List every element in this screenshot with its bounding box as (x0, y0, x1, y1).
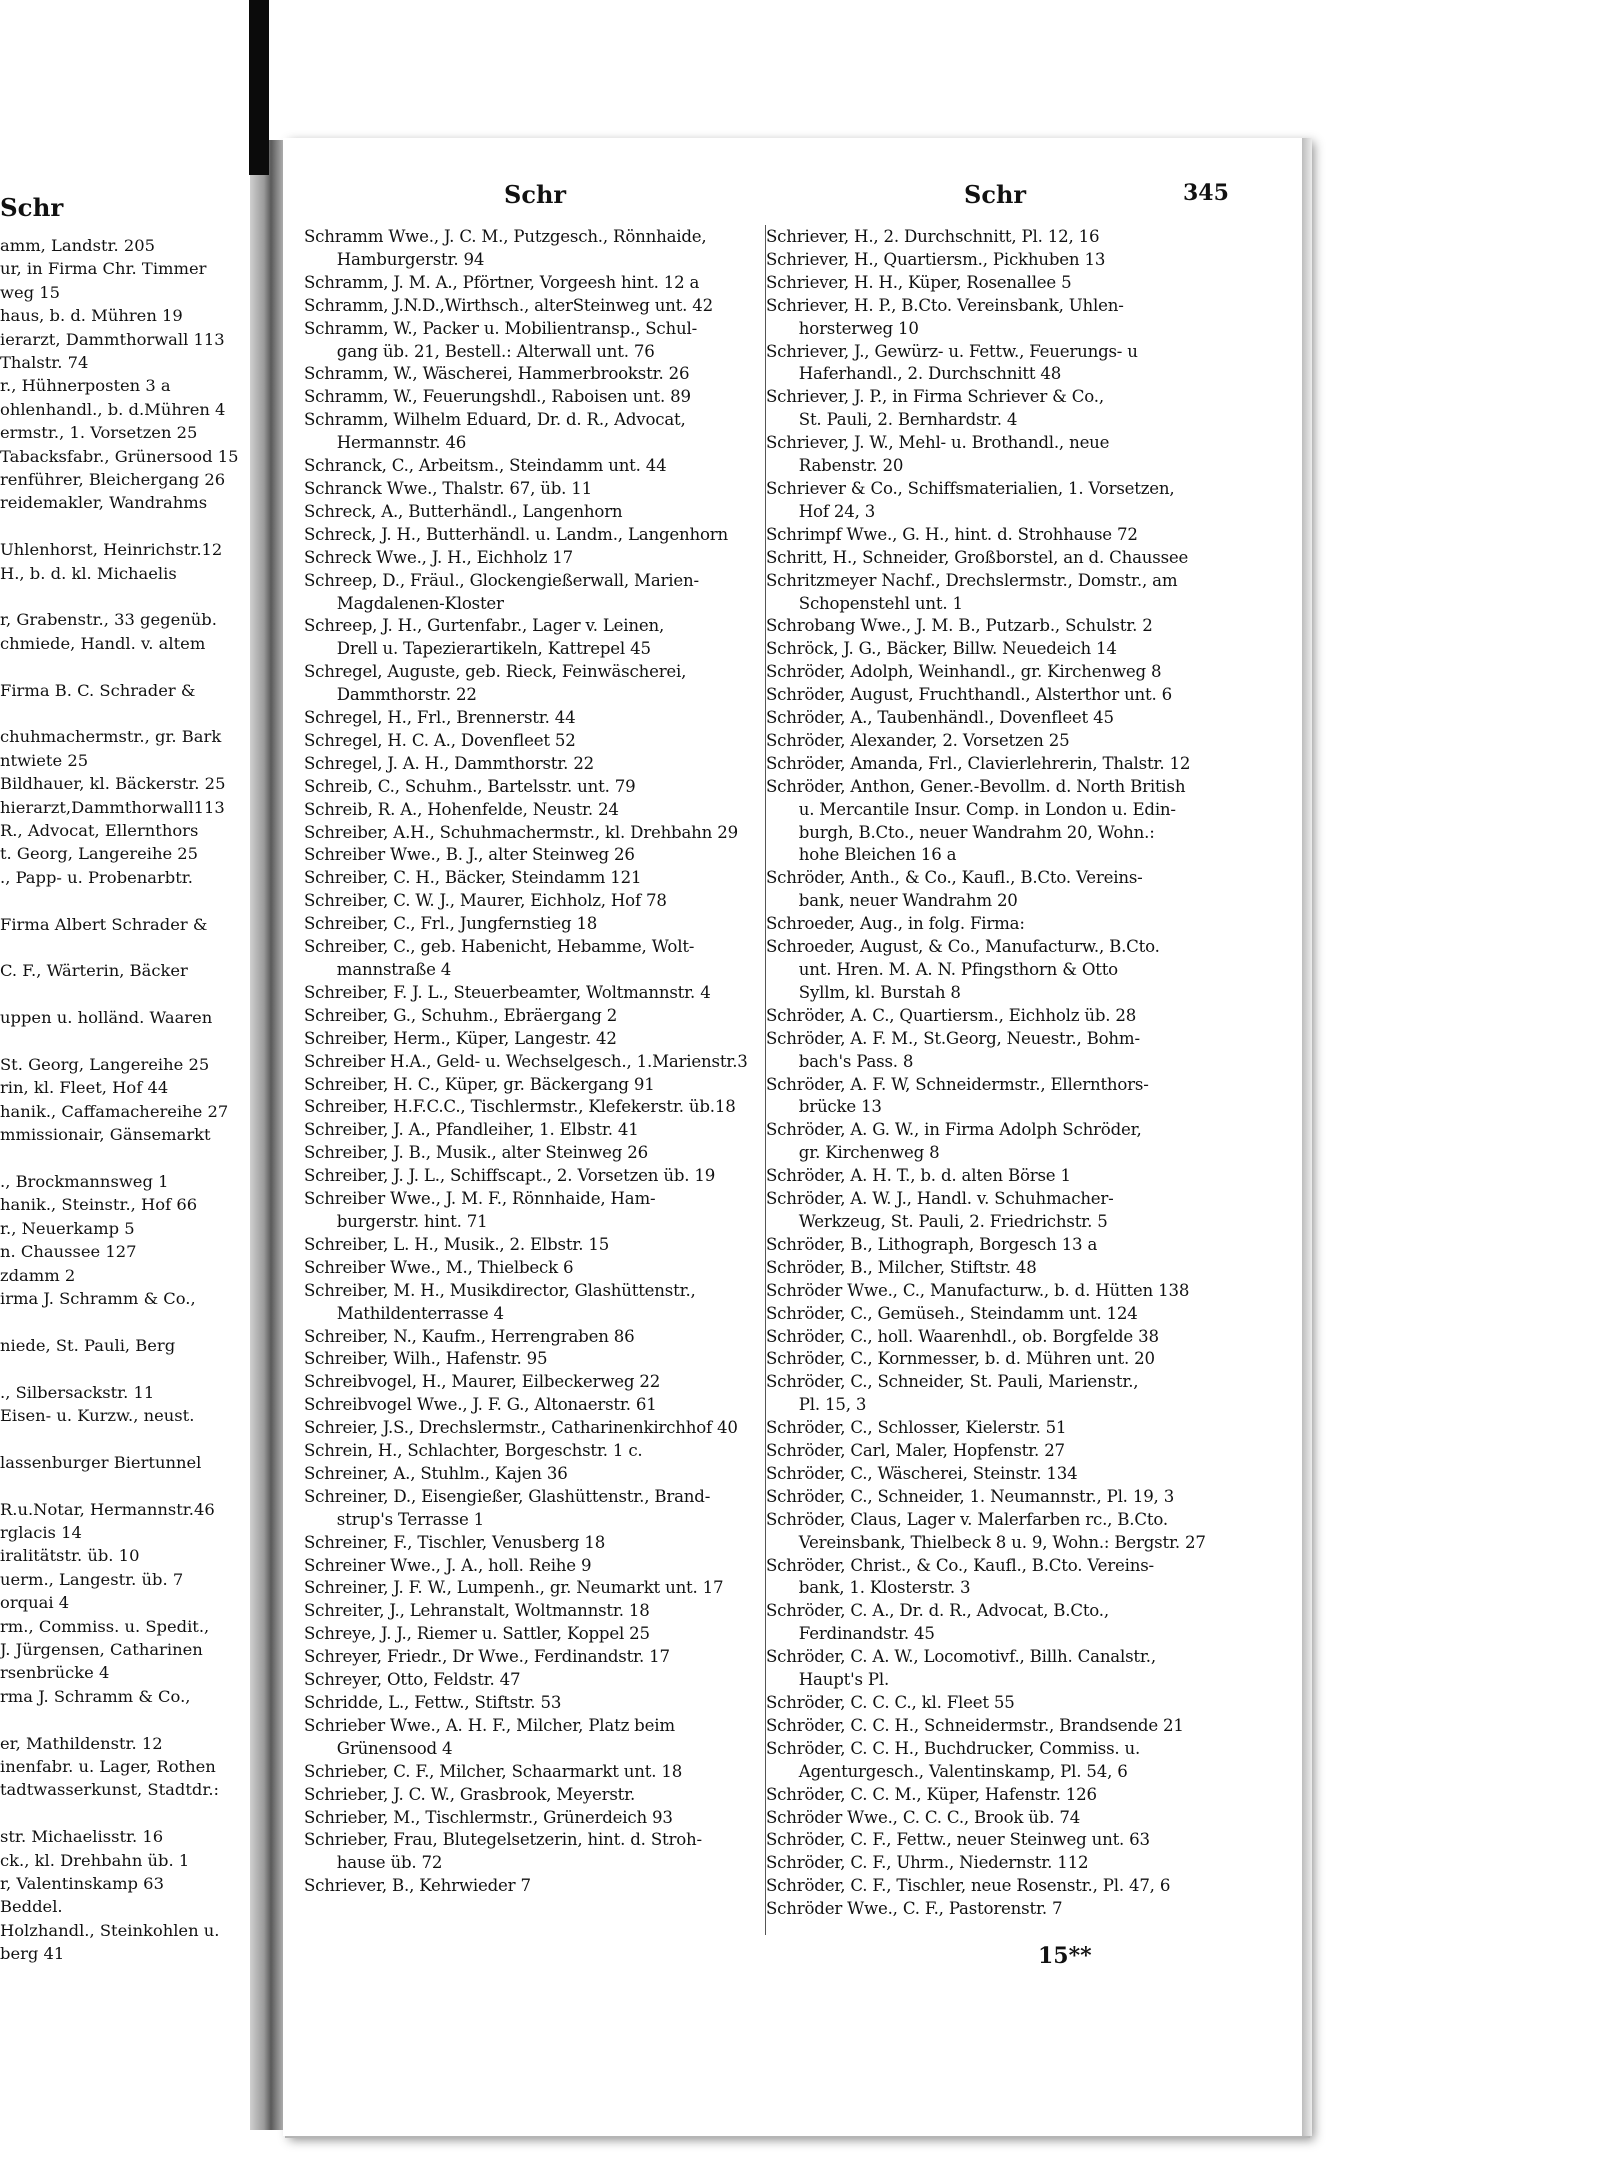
directory-entry-line: unt. Hren. M. A. N. Pfingsthorn & Otto (766, 960, 1118, 979)
directory-entry-line: Schreep, J. H., Gurtenfabr., Lager v. Leinen, (304, 616, 665, 636)
directory-entry-line: Schreiter, J., Lehranstalt, Woltmannstr. 18 (304, 1601, 650, 1621)
directory-entry-line: Schreiber, Herm., Küper, Langestr. 42 (304, 1028, 617, 1048)
directory-entry-line: Schranck, C., Arbeitsm., Steindamm unt. 44 (304, 456, 667, 476)
left-page-line: renführer, Bleichergang 26 (0, 470, 226, 489)
left-page-line: rsenbrücke 4 (0, 1663, 110, 1683)
directory-entry-line: Schreier, J.S., Drechslermstr., Catharinenkirchhof 40 (304, 1418, 738, 1438)
left-page-line: irma J. Schramm & Co., (0, 1289, 196, 1308)
left-page-line: ., Papp- u. Probenarbtr. (0, 867, 193, 887)
directory-entry-line: Schröder, C. A. W., Locomotivf., Billh. Canalstr., (766, 1647, 1156, 1667)
directory-entry-line: Syllm, kl. Burstah 8 (766, 982, 961, 1002)
left-page-line: R.u.Notar, Hermannstr.46 (0, 1499, 215, 1519)
directory-entry-line: Schritt, H., Schneider, Großborstel, an d. Chaussee (766, 547, 1189, 567)
directory-entry-line: St. Pauli, 2. Bernhardstr. 4 (766, 410, 1018, 430)
left-page-heading: Schr (0, 193, 64, 222)
left-page-line: niede, St. Pauli, Berg (0, 1335, 176, 1355)
left-page-line: uppen u. holländ. Waaren (0, 1008, 213, 1028)
directory-entry-line: Schrieber, J. C. W., Grasbrook, Meyerstr. (304, 1784, 636, 1804)
directory-entry-line: Schrieber, C. F., Milcher, Schaarmarkt unt. 18 (304, 1761, 683, 1781)
left-page-line: tadtwasserkunst, Stadtdr.: (0, 1780, 220, 1800)
directory-entry-line: Schröck, J. G., Bäcker, Billw. Neuedeich 14 (766, 639, 1117, 659)
directory-entry-line: Schramm, W., Wäscherei, Hammerbrookstr. 26 (304, 364, 690, 384)
left-page-line: Thalstr. 74 (0, 353, 89, 372)
directory-entry-line: hause üb. 72 (304, 1853, 443, 1873)
directory-entry-line: Schreiber, C., geb. Habenicht, Hebamme, Wolt- (304, 937, 695, 957)
directory-entry-line: Schreck, J. H., Butterhändl. u. Landm., Langenhorn (304, 524, 728, 544)
directory-entry-line: Schriever, J. P., in Firma Schriever & Co., (766, 387, 1104, 407)
running-head-left: Schr (504, 180, 567, 209)
directory-entry-line: Hamburgerstr. 94 (304, 249, 485, 269)
directory-entry-line: Schreiber, M. H., Musikdirector, Glashüttenstr., (304, 1280, 696, 1300)
left-page-line: Eisen- u. Kurzw., neust. (0, 1406, 195, 1425)
left-page-line: t. Georg, Langereihe 25 (0, 844, 199, 864)
directory-entry-line: Schriever, B., Kehrwieder 7 (304, 1876, 531, 1896)
directory-entry-line: Hermannstr. 46 (304, 433, 467, 453)
directory-entry-line: burgerstr. hint. 71 (304, 1211, 488, 1231)
left-page-line: C. F., Wärterin, Bäcker (0, 961, 188, 981)
directory-entry-line: Schreiber, J. B., Musik., alter Steinweg 26 (304, 1143, 648, 1163)
directory-entry-line: Schröder Wwe., C., Manufacturw., b. d. Hütten 138 (766, 1280, 1190, 1300)
directory-entry-line: Schreyer, Friedr., Dr Wwe., Ferdinandstr. 17 (304, 1647, 670, 1667)
directory-entry-line: Schröder, Adolph, Weinhandl., gr. Kirchenweg 8 (766, 662, 1162, 682)
directory-entry-line: Schreibvogel, H., Maurer, Eilbeckerweg 22 (304, 1372, 661, 1392)
directory-entry-line: bank, neuer Wandrahm 20 (766, 891, 1018, 911)
directory-entry-line: Schröder, C., holl. Waarenhdl., ob. Borgfelde 38 (766, 1326, 1159, 1346)
directory-entry-line: Grünensood 4 (304, 1738, 453, 1758)
directory-entry-line: Schröder, C. C. H., Schneidermstr., Brandsende 21 (766, 1715, 1184, 1735)
left-page-line: Beddel. (0, 1897, 63, 1917)
directory-entry-line: Schröder, A., Taubenhändl., Dovenfleet 45 (766, 708, 1114, 728)
directory-entry-line: Schriever, H., Quartiersm., Pickhuben 13 (766, 249, 1106, 269)
left-page-line: reidemakler, Wandrahms (0, 493, 208, 513)
directory-entry-line: Schriever & Co., Schiffsmaterialien, 1. Vorsetzen, (766, 478, 1175, 498)
left-page-line: ck., kl. Drehbahn üb. 1 (0, 1850, 190, 1870)
directory-entry-line: u. Mercantile Insur. Comp. in London u. Edin- (766, 799, 1176, 819)
directory-entry-line: bach's Pass. 8 (766, 1051, 914, 1071)
left-page-line: ohlenhandl., b. d.Mühren 4 (0, 399, 226, 419)
directory-entry-line: Schreiner, F., Tischler, Venusberg 18 (304, 1532, 606, 1552)
left-page-line: R., Advocat, Ellernthors (0, 821, 199, 840)
left-page-line: rm., Commiss. u. Spedit., (0, 1616, 210, 1636)
directory-entry-line: Schröder, C. C. M., Küper, Hafenstr. 126 (766, 1784, 1097, 1804)
left-page-line: hanik., Steinstr., Hof 66 (0, 1195, 198, 1215)
left-page-line: ntwiete 25 (0, 750, 89, 770)
directory-entry-line: Schreyer, Otto, Feldstr. 47 (304, 1670, 521, 1690)
directory-entry-line: Schröder, A. C., Quartiersm., Eichholz üb. 28 (766, 1005, 1137, 1025)
directory-entry-line: gang üb. 21, Bestell.: Alterwall unt. 76 (304, 341, 655, 361)
directory-entry-line: Schritzmeyer Nachf., Drechslermstr., Domstr., am (766, 570, 1178, 590)
left-page-line: r., Hühnerposten 3 a (0, 376, 171, 396)
directory-entry-line: hohe Bleichen 16 a (766, 845, 957, 865)
book-gutter (250, 140, 285, 2130)
directory-entry-line: Schregel, J. A. H., Dammthorstr. 22 (304, 753, 595, 773)
directory-entry-line: Schröder, Claus, Lager v. Malerfarben rc., B.Cto. (766, 1509, 1168, 1529)
directory-entry-line: Schrieber, Frau, Blutegelsetzerin, hint. d. Stroh- (304, 1830, 702, 1850)
directory-entry-line: Schreiber, J. A., Pfandleiher, 1. Elbstr. 41 (304, 1120, 639, 1140)
left-page-line: rin, kl. Fleet, Hof 44 (0, 1078, 169, 1098)
left-page-line: St. Georg, Langereihe 25 (0, 1055, 210, 1074)
directory-entry-line: Schröder, Anthon, Gener.-Bevollm. d. North British (766, 776, 1186, 796)
directory-entry-line: Schröder, Amanda, Frl., Clavierlehrerin, Thalstr. 12 (766, 753, 1191, 773)
directory-entry-line: Schreiber, J. J. L., Schiffscapt., 2. Vorsetzen üb. 19 (304, 1166, 716, 1186)
left-page-line: inenfabr. u. Lager, Rothen (0, 1757, 216, 1776)
directory-entry-line: Schröder, Anth., & Co., Kaufl., B.Cto. Vereins- (766, 868, 1143, 888)
directory-entry-line: Schröder, A. G. W., in Firma Adolph Schröder, (766, 1120, 1142, 1140)
directory-entry-line: Schreib, C., Schuhm., Bartelsstr. unt. 79 (304, 776, 636, 796)
left-page-line: chuhmachermstr., gr. Bark (0, 727, 222, 747)
bookmark-ribbon (249, 0, 269, 175)
directory-entry-line: Werkzeug, St. Pauli, 2. Friedrichstr. 5 (766, 1211, 1108, 1231)
directory-entry-line: Schreiner, A., Stuhlm., Kajen 36 (304, 1463, 568, 1483)
directory-entry-line: Schroeder, Aug., in folg. Firma: (766, 914, 1025, 934)
directory-entry-line: Schramm, Wilhelm Eduard, Dr. d. R., Advocat, (304, 410, 686, 430)
directory-entry-line: Schriever, J., Gewürz- u. Fettw., Feuerungs- u (766, 341, 1138, 361)
directory-entry-line: bank, 1. Klosterstr. 3 (766, 1578, 971, 1598)
directory-entry-line: Pl. 15, 3 (766, 1395, 867, 1415)
left-page-line: uerm., Langestr. üb. 7 (0, 1569, 184, 1589)
directory-entry-line: Schriever, H. H., Küper, Rosenallee 5 (766, 272, 1072, 292)
directory-column-right (766, 226, 1228, 1921)
left-page-line: lassenburger Biertunnel (0, 1452, 202, 1472)
left-page-line: n. Chaussee 127 (0, 1242, 137, 1262)
directory-entry-line: Schrein, H., Schlachter, Borgeschstr. 1 c. (304, 1441, 643, 1461)
directory-entry-line: Schramm, J.N.D.,Wirthsch., alterSteinweg unt. 42 (304, 295, 714, 315)
left-page-line: zdamm 2 (0, 1265, 76, 1285)
directory-entry-line: Magdalenen-Kloster (304, 593, 504, 613)
left-page-line: amm, Landstr. 205 (0, 236, 156, 255)
directory-entry-line: brücke 13 (766, 1097, 882, 1117)
left-page-line: r, Grabenstr., 33 gegenüb. (0, 610, 217, 630)
directory-entry-line: Schreiber, G., Schuhm., Ebräergang 2 (304, 1005, 618, 1025)
directory-column-left (304, 226, 766, 1898)
left-page-line: Firma B. C. Schrader & (0, 680, 196, 700)
left-page-line: ierarzt, Dammthorwall 113 (0, 329, 225, 349)
left-page-line: rma J. Schramm & Co., (0, 1686, 191, 1706)
directory-entry-line: Schreiber H.A., Geld- u. Wechselgesch., 1.Marienstr.3 (304, 1051, 748, 1071)
directory-entry-line: Schriever, H., 2. Durchschnitt, Pl. 12, 16 (766, 227, 1100, 246)
directory-entry-line: Schröder, Carl, Maler, Hopfenstr. 27 (766, 1441, 1065, 1461)
left-page-line: hanik., Caffamachereihe 27 (0, 1101, 229, 1121)
directory-entry-line: Schröder, A. H. T., b. d. alten Börse 1 (766, 1166, 1071, 1186)
directory-entry-line: burgh, B.Cto., neuer Wandrahm 20, Wohn.: (766, 822, 1155, 842)
directory-entry-line: Schröder, C. F., Tischler, neue Rosenstr., Pl. 47, 6 (766, 1876, 1171, 1896)
directory-entry-line: Schröder, C., Schlosser, Kielerstr. 51 (766, 1418, 1067, 1438)
directory-entry-line: Schramm, W., Feuerungshdl., Raboisen unt. 89 (304, 387, 691, 407)
directory-entry-line: Schröder Wwe., C. F., Pastorenstr. 7 (766, 1899, 1063, 1919)
directory-entry-line: Schröder, C., Schneider, St. Pauli, Marienstr., (766, 1372, 1139, 1392)
directory-entry-line: Schreiner, D., Eisengießer, Glashüttenstr., Brand- (304, 1486, 711, 1506)
directory-entry-line: Schröder, Alexander, 2. Vorsetzen 25 (766, 730, 1070, 750)
left-page-line: ., Brockmannsweg 1 (0, 1172, 169, 1191)
directory-entry-line: Schreiber, A.H., Schuhmachermstr., kl. Drehbahn 29 (304, 822, 738, 842)
directory-entry-line: Agenturgesch., Valentinskamp, Pl. 54, 6 (766, 1761, 1128, 1781)
directory-entry-line: Schranck Wwe., Thalstr. 67, üb. 11 (304, 478, 593, 498)
directory-entry-line: Schrimpf Wwe., G. H., hint. d. Strohhause 72 (766, 524, 1138, 544)
directory-entry-line: Schreye, J. J., Riemer u. Sattler, Koppel 25 (304, 1624, 650, 1644)
directory-entry-line: Schregel, H. C. A., Dovenfleet 52 (304, 730, 576, 750)
directory-entry-line: Schramm, W., Packer u. Mobilientransp., Schul- (304, 318, 698, 338)
left-page-line: ur, in Firma Chr. Timmer (0, 259, 207, 279)
left-page-line: H., b. d. kl. Michaelis (0, 563, 177, 583)
directory-entry-line: Ferdinandstr. 45 (766, 1624, 935, 1644)
directory-entry-line: Schroeder, August, & Co., Manufacturw., B.Cto. (766, 937, 1160, 957)
left-page-line: ., Silbersackstr. 11 (0, 1382, 155, 1402)
directory-entry-line: Schreep, D., Fräul., Glockengießerwall, Marien- (304, 570, 699, 590)
directory-entry-line: Schreiber Wwe., J. M. F., Rönnhaide, Ham- (304, 1189, 656, 1209)
directory-entry-line: Schrieber, M., Tischlermstr., Grünerdeich 93 (304, 1807, 673, 1827)
directory-entry-line: Schröder, August, Fruchthandl., Alsterthor unt. 6 (766, 685, 1173, 705)
directory-entry-line: Schreiber Wwe., B. J., alter Steinweg 26 (304, 845, 635, 865)
directory-entry-line: Schreiber, Wilh., Hafenstr. 95 (304, 1349, 548, 1369)
directory-entry-line: Schreiner, J. F. W., Lumpenh., gr. Neumarkt unt. 17 (304, 1578, 724, 1598)
directory-entry-line: Schreib, R. A., Hohenfelde, Neustr. 24 (304, 799, 619, 819)
directory-entry-line: Hof 24, 3 (766, 501, 876, 521)
left-page-line: Holzhandl., Steinkohlen u. (0, 1920, 220, 1940)
directory-entry-line: Schröder, C., Schneider, 1. Neumannstr., Pl. 19, 3 (766, 1486, 1175, 1506)
left-page-fragment (0, 145, 258, 2120)
directory-entry-line: Schregel, H., Frl., Brennerstr. 44 (304, 708, 576, 728)
directory-entry-line: Schreiber, C., Frl., Jungfernstieg 18 (304, 914, 598, 934)
directory-entry-line: Schreck Wwe., J. H., Eichholz 17 (304, 547, 573, 567)
left-page-line: r, Valentinskamp 63 (0, 1874, 164, 1893)
left-page-line: orquai 4 (0, 1593, 70, 1613)
directory-entry-line: Schreck, A., Butterhändl., Langenhorn (304, 501, 623, 521)
left-page-line: Bildhauer, kl. Bäckerstr. 25 (0, 774, 226, 794)
directory-entry-line: Schramm, J. M. A., Pförtner, Vorgeesh hint. 12 a (304, 272, 700, 292)
directory-entry-line: Schröder, B., Milcher, Stiftstr. 48 (766, 1257, 1037, 1277)
directory-entry-line: Schopenstehl unt. 1 (766, 593, 963, 613)
left-page-line: mmissionair, Gänsemarkt (0, 1125, 211, 1145)
directory-entry-line: Schrobang Wwe., J. M. B., Putzarb., Schulstr. 2 (766, 616, 1153, 636)
page-edge (1302, 138, 1312, 2136)
left-page-line: hierarzt,Dammthorwall113 (0, 797, 225, 817)
running-head-right: Schr (964, 180, 1027, 209)
directory-entry-line: horsterweg 10 (766, 318, 919, 338)
directory-entry-line: mannstraße 4 (304, 960, 452, 979)
directory-entry-line: Schröder, A. W. J., Handl. v. Schuhmacher- (766, 1189, 1114, 1209)
directory-entry-line: Schreiner Wwe., J. A., holl. Reihe 9 (304, 1555, 592, 1575)
left-page-line: J. Jürgensen, Catharinen (0, 1640, 203, 1659)
directory-entry-line: Schröder, Christ., & Co., Kaufl., B.Cto. Vereins- (766, 1555, 1154, 1575)
left-page-line: Tabacksfabr., Grünersood 15 (0, 446, 239, 466)
directory-entry-line: Rabenstr. 20 (766, 456, 904, 476)
directory-entry-line: Mathildenterrasse 4 (304, 1303, 504, 1323)
left-page-line: Uhlenhorst, Heinrichstr.12 (0, 540, 223, 560)
left-page-line: iralitätstr. üb. 10 (0, 1546, 140, 1566)
directory-entry-line: Haferhandl., 2. Durchschnitt 48 (766, 364, 1062, 384)
directory-entry-line: Schröder, C., Kornmesser, b. d. Mühren unt. 20 (766, 1349, 1155, 1369)
directory-entry-line: Schröder, C. C. H., Buchdrucker, Commiss. u. (766, 1738, 1141, 1758)
directory-entry-line: Schrieber Wwe., A. H. F., Milcher, Platz beim (304, 1715, 675, 1735)
directory-entry-line: strup's Terrasse 1 (304, 1509, 485, 1529)
directory-entry-line: Schregel, Auguste, geb. Rieck, Feinwäscherei, (304, 662, 687, 682)
directory-entry-line: Schreibvogel Wwe., J. F. G., Altonaerstr. 61 (304, 1395, 657, 1415)
directory-entry-line: Schröder, A. F. M., St.Georg, Neuestr., Bohm- (766, 1028, 1140, 1048)
directory-entry-line: Schröder, C., Wäscherei, Steinstr. 134 (766, 1463, 1078, 1483)
directory-entry-line: Drell u. Tapezierartikeln, Kattrepel 45 (304, 639, 651, 659)
page-number: 345 (1183, 180, 1229, 206)
directory-entry-line: Schreiber, H. C., Küper, gr. Bäckergang 91 (304, 1074, 655, 1094)
directory-entry-line: Schreiber, C. H., Bäcker, Steindamm 121 (304, 868, 642, 888)
left-page-line: ermstr., 1. Vorsetzen 25 (0, 423, 198, 443)
left-page-line: weg 15 (0, 282, 61, 302)
directory-entry-line: Schröder Wwe., C. C. C., Brook üb. 74 (766, 1807, 1081, 1827)
left-page-line: str. Michaelisstr. 16 (0, 1827, 164, 1847)
directory-entry-line: Schröder, C. F., Uhrm., Niedernstr. 112 (766, 1853, 1089, 1873)
directory-entry-line: Haupt's Pl. (766, 1670, 890, 1690)
left-page-line: er, Mathildenstr. 12 (0, 1733, 163, 1753)
directory-entry-line: Schröder, C. A., Dr. d. R., Advocat, B.Cto., (766, 1601, 1109, 1621)
directory-entry-line: Schreiber, F. J. L., Steuerbeamter, Woltmannstr. 4 (304, 982, 711, 1002)
left-page-line: berg 41 (0, 1944, 65, 1964)
left-page-line: chmiede, Handl. v. altem (0, 633, 206, 653)
directory-entry-line: Dammthorstr. 22 (304, 685, 477, 705)
directory-entry-line: Schriever, J. W., Mehl- u. Brothandl., neue (766, 433, 1110, 453)
directory-entry-line: Schreiber, L. H., Musik., 2. Elbstr. 15 (304, 1234, 610, 1254)
directory-entry-line: Schröder, B., Lithograph, Borgesch 13 a (766, 1234, 1098, 1254)
signature-mark: 15** (1038, 1943, 1092, 1969)
left-page-line: rglacis 14 (0, 1523, 82, 1542)
directory-entry-line: Schröder, C. F., Fettw., neuer Steinweg unt. 63 (766, 1830, 1150, 1850)
left-page-line: Firma Albert Schrader & (0, 914, 208, 934)
directory-entry-line: Schramm Wwe., J. C. M., Putzgesch., Rönnhaide, (304, 227, 707, 246)
directory-entry-line: Schreiber, H.F.C.C., Tischlermstr., Klefekerstr. üb.18 (304, 1097, 736, 1117)
directory-entry-line: Schreiber, C. W. J., Maurer, Eichholz, Hof 78 (304, 891, 667, 911)
left-page-line: haus, b. d. Mühren 19 (0, 306, 183, 326)
directory-entry-line: Schröder, C. C. C., kl. Fleet 55 (766, 1693, 1015, 1712)
directory-entry-line: Schreiber Wwe., M., Thielbeck 6 (304, 1257, 574, 1277)
directory-entry-line: Schreiber, N., Kaufm., Herrengraben 86 (304, 1326, 635, 1346)
directory-entry-line: Schridde, L., Fettw., Stiftstr. 53 (304, 1693, 562, 1712)
directory-entry-line: Schriever, H. P., B.Cto. Vereinsbank, Uhlen- (766, 295, 1124, 315)
directory-entry-line: Schröder, A. F. W, Schneidermstr., Ellernthors- (766, 1074, 1149, 1094)
directory-entry-line: Vereinsbank, Thielbeck 8 u. 9, Wohn.: Bergstr. 27 (766, 1532, 1206, 1552)
left-page-line: r., Neuerkamp 5 (0, 1218, 135, 1238)
directory-entry-line: gr. Kirchenweg 8 (766, 1143, 940, 1163)
directory-entry-line: Schröder, C., Gemüseh., Steindamm unt. 124 (766, 1303, 1138, 1323)
